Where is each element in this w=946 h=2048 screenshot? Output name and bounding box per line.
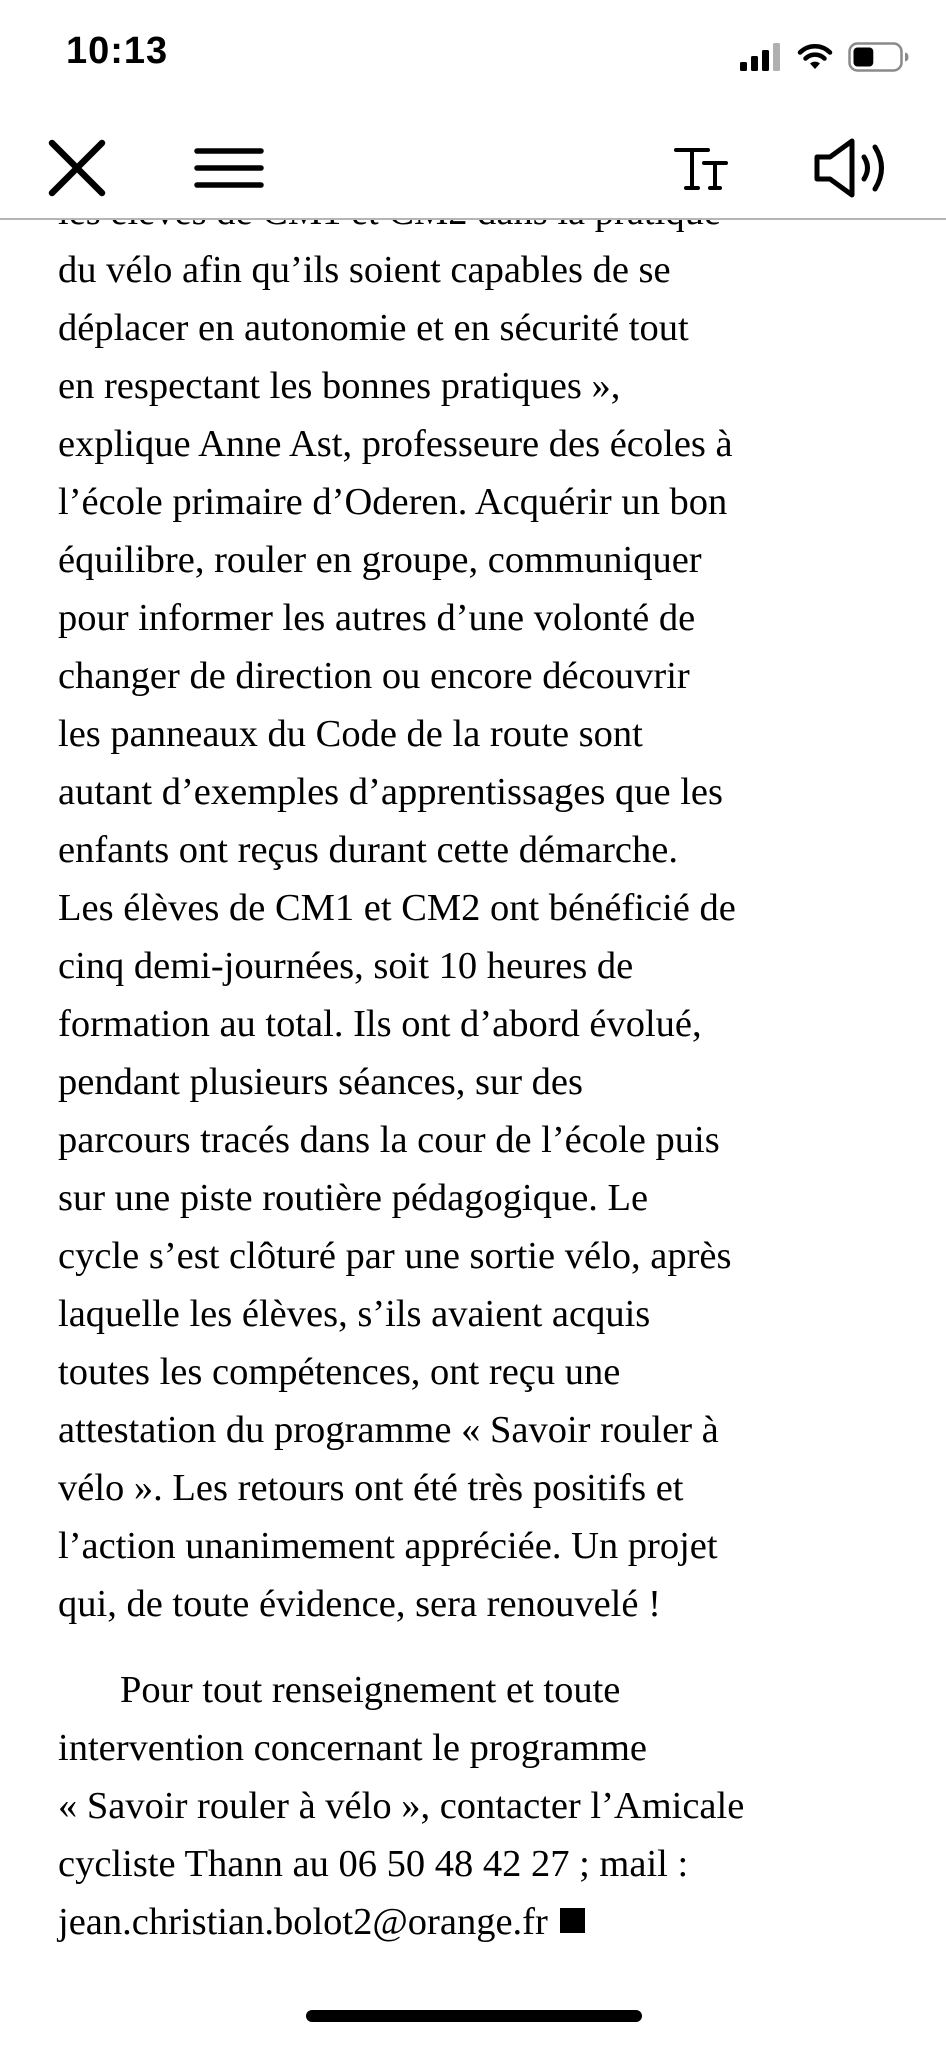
article-line: déplacer en autonomie et en sécurité tout bbox=[58, 307, 689, 349]
menu-button[interactable] bbox=[188, 128, 270, 208]
article-line: intervention concernant le programme bbox=[58, 1727, 648, 1769]
article-line: formation au total. Ils ont d’abord évolué, bbox=[58, 1003, 702, 1045]
article-paragraph bbox=[58, 1661, 898, 1951]
article-line: l’action unanimement appréciée. Un projet bbox=[58, 1525, 718, 1567]
speaker-icon bbox=[813, 135, 897, 201]
article-line: cycle s’est clôturé par une sortie vélo, après bbox=[58, 1235, 732, 1277]
article-line: en respectant les bonnes pratiques », bbox=[58, 365, 621, 407]
article-line: les panneaux du Code de la route sont bbox=[58, 713, 643, 755]
article-line: changer de direction ou encore découvrir bbox=[58, 655, 690, 697]
text-size-button[interactable] bbox=[665, 128, 739, 208]
article-line: attestation du programme « Savoir rouler à bbox=[58, 1409, 719, 1451]
article-line: l’école primaire d’Oderen. Acquérir un bon bbox=[58, 481, 728, 523]
article-line: Les élèves de CM1 et CM2 ont bénéficié de bbox=[58, 887, 736, 929]
article-line: sur une piste routière pédagogique. Le bbox=[58, 1177, 649, 1219]
article-line: Pour tout renseignement et toute bbox=[120, 1669, 621, 1711]
article-line: parcours tracés dans la cour de l’école puis bbox=[58, 1119, 720, 1161]
article-line: autant d’exemples d’apprentissages que les bbox=[58, 771, 723, 813]
battery-icon bbox=[848, 42, 910, 77]
status-time: 10:13 bbox=[66, 30, 169, 72]
article-line: équilibre, rouler en groupe, communiquer bbox=[58, 539, 702, 581]
home-indicator[interactable] bbox=[306, 2010, 642, 2022]
status-icons bbox=[740, 42, 910, 76]
close-button[interactable] bbox=[40, 128, 114, 208]
article-line: laquelle les élèves, s’ils avaient acquis bbox=[58, 1293, 651, 1335]
article-line: « Savoir rouler à vélo », contacter l’Amicale bbox=[58, 1785, 745, 1827]
reader-toolbar bbox=[0, 118, 946, 220]
article-line: cinq demi-journées, soit 10 heures de bbox=[58, 945, 634, 987]
article-line: pendant plusieurs séances, sur des bbox=[58, 1061, 583, 1103]
status-bar bbox=[0, 0, 946, 118]
article-paragraph bbox=[58, 183, 898, 1633]
article-line: qui, de toute évidence, sera renouvelé ! bbox=[58, 1583, 661, 1625]
article-body bbox=[58, 218, 898, 1963]
article-line: enfants ont reçus durant cette démarche. bbox=[58, 829, 678, 871]
article-line: pour informer les autres d’une volonté de bbox=[58, 597, 696, 639]
hamburger-menu-icon bbox=[194, 147, 264, 189]
close-icon bbox=[48, 139, 106, 197]
article-line: jean.christian.bolot2@orange.fr bbox=[58, 1893, 898, 1951]
article-line: explique Anne Ast, professeure des écoles à bbox=[58, 423, 733, 465]
audio-button[interactable] bbox=[808, 128, 902, 208]
text-size-icon bbox=[674, 145, 730, 191]
article-line: vélo ». Les retours ont été très positifs et bbox=[58, 1467, 684, 1509]
article-text bbox=[58, 183, 898, 1951]
article-line: toutes les compétences, ont reçu une bbox=[58, 1351, 621, 1393]
wifi-icon bbox=[796, 42, 834, 77]
article-line: cycliste Thann au 06 50 48 42 27 ; mail : bbox=[58, 1843, 689, 1885]
end-of-article-icon bbox=[560, 1908, 585, 1933]
cellular-signal-icon bbox=[740, 43, 782, 76]
article-line: du vélo afin qu’ils soient capables de se bbox=[58, 249, 671, 291]
